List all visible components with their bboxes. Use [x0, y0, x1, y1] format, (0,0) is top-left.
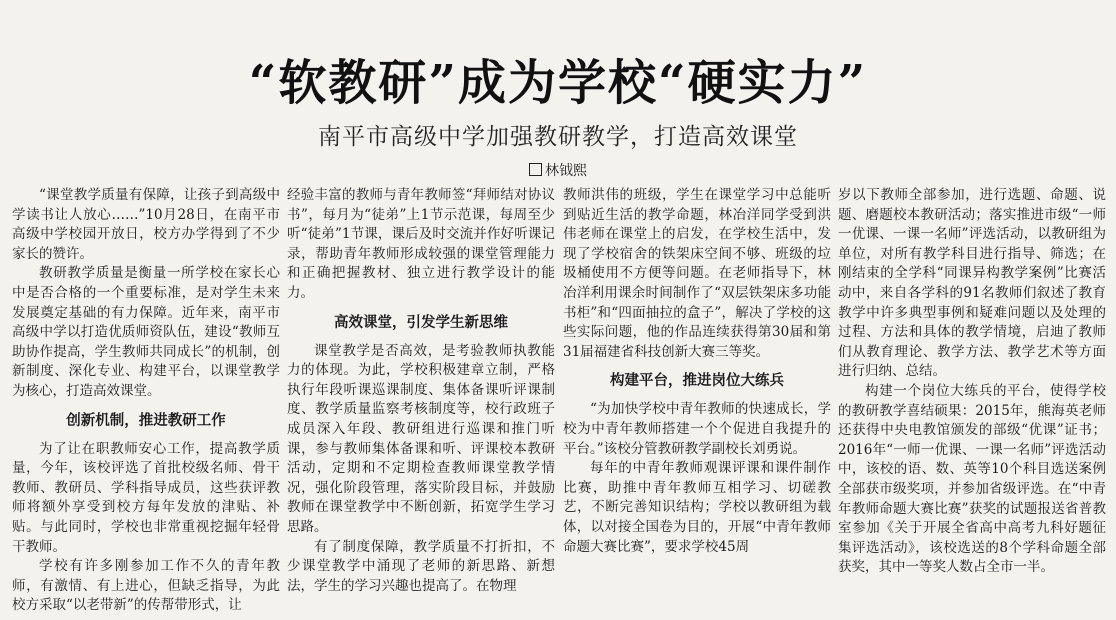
- column-4: [838, 186, 1106, 578]
- column-2: [287, 186, 555, 596]
- paragraph: 经验丰富的教师与青年教师签“拜师结对协议书”，每月为“徒弟”上1节示范课，每周至少听“徒弟”1节课，课后及时交流并作好听课记录，帮助青年教师形成较强的课堂管理能力和正确把握教材、独立进行教学设计的能力。: [287, 187, 555, 301]
- paragraph: 课堂教学是否高效，是考验教师执教能力的体现。为此，学校积极建章立制，严格执行年段听课巡课制度、集体备课听评课制度、教学质量监察考核制度等，校行政班子成员深入年段、教研组进行巡课和推门听课，参与教师集体备课和听、评课校本教研活动，定期和不定期检查教师课堂教学情况，强化阶段管理，落实阶段目标，并鼓励教师在课堂教学中不断创新，拓宽学生学习思路。: [287, 342, 555, 535]
- section-heading: 高效课堂，引发学生新思维: [334, 314, 508, 331]
- column-3: [563, 186, 831, 557]
- paragraph: 构建一个岗位大练兵的平台，使得学校的教研教学喜结硕果：2015年，熊海英老师还获得中央电教馆颁发的部级“优课”证书；2016年“一师一优课、一课一名师”评选活动中，该校的语、数、英等10个科目选送案例全部获市级奖项，并参加省级评选。在“中青年教师命题大赛比赛”获奖的试题报送省普教室参加《关于开展全省高中高考九科好题征集评选活动》，该校选送的8个学科命题全部获奖，其中一等奖人数占全市一半。: [838, 382, 1106, 576]
- byline-box-icon: [529, 163, 542, 176]
- paragraph: 教师洪伟的班级，学生在课堂学习中总能听到贴近生活的教学命题，林冶洋同学受到洪伟老师在课堂上的启发，在学校生活中，发现了学校宿舍的铁架床空间不够、班级的垃圾桶使用不方便等问题。在老师指导下，林冶洋利用课余时间制作了“双层铁架床多功能书柜”和“四面抽拉的盒子”，解决了学校的这些实际问题，他的作品连续获得第30届和第31届福建省科技创新大赛三等奖。: [563, 187, 831, 360]
- paragraph: 为了让在职教师安心工作，提高教学质量，今年，该校评选了首批校级名师、骨干教师、教研员、学科指导成员，这些获评教师将额外享受到校方每年发放的津贴、补贴。与此同时，学校也非常重视挖掘年轻骨干教师。: [12, 440, 280, 555]
- paragraph: 有了制度保障，教学质量不打折扣，不少课堂教学中涌现了老师的新思路、新想法，学生的学习兴趣也提高了。在物理: [287, 538, 555, 594]
- section-heading: 创新机制，推进教研工作: [66, 412, 226, 429]
- section-heading: 构建平台，推进岗位大练兵: [610, 373, 784, 390]
- paragraph: 岁以下教师全部参加，进行选题、命题、说题、磨题校本教研活动；落实推进市级“一师一优课、一课一名师”评选活动，以教研组为单位，对所有教学科目进行指导、筛选；在刚结束的全学科“同课异构教学案例”比赛活动中，来自各学科的91名教师们叙述了教育教学中许多典型事例和疑难问题以及处理的过程、方法和具体的教学情境，启迪了教师们从教育理论、教学方法、教学艺术等方面进行归纳、总结。: [838, 187, 1106, 380]
- column-1: [12, 186, 280, 616]
- paragraph: “为加快学校中青年教师的快速成长，学校为中青年教师搭建一个个促进自我提升的平台。”该校分管教研教学副校长刘勇说。: [563, 401, 831, 457]
- paragraph: “课堂教学质量有保障，让孩子到高级中学读书让人放心……”10月28日，在南平市高级中学校园开放日，校方办学得到了不少家长的赞许。: [12, 187, 280, 262]
- author-name: 林钺熙: [545, 163, 587, 179]
- headline: “软教研”成为学校“硬实力”: [248, 55, 868, 111]
- byline: [0, 160, 1116, 180]
- paragraph: 每年的中青年教师观课评课和课件制作比赛，助推中青年教师互相学习、切磋教艺，不断完善知识结构；学校以教研组为载体，以对接全国卷为目的，开展“中青年教师命题大赛比赛”，要求学校45周: [563, 460, 831, 555]
- paragraph: 学校有许多刚参加工作不久的青年教师，有激情、有上进心，但缺乏指导，为此校方采取“以老带新”的传帮带形式，让: [12, 558, 280, 614]
- subtitle: 南平市高级中学加强教研教学，打造高效课堂: [318, 124, 798, 150]
- paragraph: 教研教学质量是衡量一所学校在家长心中是否合格的一个重要标准，是对学生未来发展奠定基础的有力保障。近年来，南平市高级中学以打造优质师资队伍，建设“教师互助协作提高，学生教师共同成长”的机制，创新制度、深化专业、构建平台，以课堂教学为核心，打造高效课堂。: [12, 265, 280, 399]
